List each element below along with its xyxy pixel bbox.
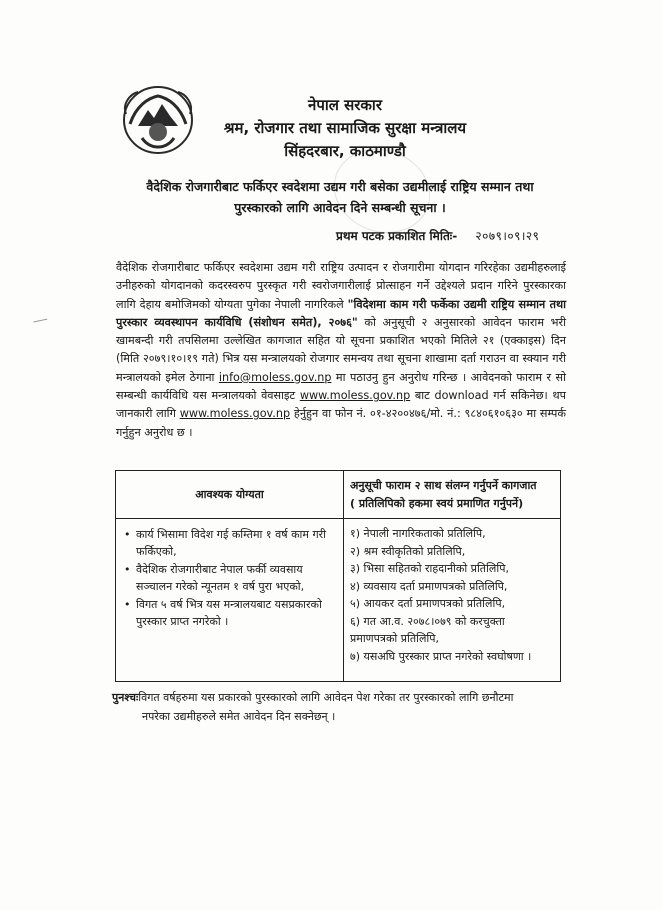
documents-header-line-1: अनुसूची फाराम २ साथ संलग्न गर्नुपर्ने कागजात [350, 478, 537, 492]
list-item: ३) भिसा सहितको राहदानीको प्रतिलिपि, [350, 562, 509, 576]
list-item: २) श्रम स्वीकृतिको प्रतिलिपि, [350, 544, 466, 558]
list-item: ७) यसअघि पुरस्कार प्राप्त नगरेको स्वघोषणा । [350, 649, 532, 663]
list-item: • विगत ५ वर्ष भित्र यस मन्त्रालयबाट यसप्रकारको पुरस्कार प्राप्त नगरेको । [136, 597, 337, 630]
website-link-2[interactable]: www.moless.gov.np [179, 407, 291, 421]
eligibility-header: आवश्यक योग्यता [116, 471, 344, 519]
published-label: प्रथम पटक प्रकाशित मितिः- [336, 229, 458, 243]
table-row [116, 519, 561, 682]
email-link[interactable]: info@moless.gov.np [218, 370, 332, 384]
subject-line-2: पुरस्कारको लागि आवेदन दिने सम्बन्धी सूचना । [234, 200, 446, 215]
list-item: ४) व्यवसाय दर्ता प्रमाणपत्रको प्रतिलिपि, [350, 579, 508, 593]
letterhead [200, 94, 490, 163]
body-part-1: वैदेशिक रोजगारीबाट फर्किएर स्वदेशमा उद्यम गरी राष्ट्रिय उत्पादन र रोजगारीमा योगदान गरिरहेका उद्यमीहरुलाई उनीहरुको योगदानको कदरस्वरुप पुरस्कृत गरी स्वरोजगारीलाई प्रोत्साहन गर्ने उद्देश्यले प्रदान गरिने पुरस्कारका लागि देहाय बमोजिमको योग्यता पुगेका नेपाली नागरिकले [116, 261, 566, 311]
subject-line-1: वैदेशिक रोजगारीबाट फर्किएर स्वदेशमा उद्यम गरी बसेका उद्यमीलाई राष्ट्रिय सम्मान तथा [146, 179, 534, 194]
body-part-5: हेर्नुहुन वा फोन नं. ०१-४२००४७६/मो. नं.: ९८४०६१०६३० मा सम्पर्क गर्नुहुन अनुरोध छ । [116, 407, 566, 439]
postscript-note [112, 688, 572, 726]
postscript-line-2: नपरेका उद्यमीहरुले समेत आवेदन दिन सक्नेछन् । [142, 710, 336, 723]
notice-subject [130, 176, 550, 218]
list-item: • वैदेशिक रोजगारीबाट नेपाल फर्की व्यवसाय सञ्चालन गरेको न्यूनतम १ वर्ष पुरा भएको, [136, 562, 337, 595]
requirements-table [115, 470, 561, 682]
government-name: नेपाल सरकार [308, 96, 382, 114]
nepal-government-emblem-icon [118, 80, 198, 158]
table-header-row [116, 471, 561, 519]
margin-mark [33, 319, 48, 329]
list-item: ६) गत आ.व. २०७८।०७९ को करचुक्ता प्रमाणपत्रको प्रतिलिपि, [350, 614, 505, 646]
documents-cell [344, 519, 561, 682]
ministry-address: सिंहदरबार, काठमाण्डौ [284, 142, 406, 160]
ministry-name: श्रम, रोजगार तथा सामाजिक सुरक्षा मन्त्रालय [223, 119, 467, 137]
guideline-title: "विदेशमा काम गरी फर्केका उद्यमी राष्ट्रिय सम्मान तथा पुरस्कार व्यवस्थापन कार्यविधि (संशोधन समेत), २०७६" [116, 297, 566, 329]
published-date-line [336, 227, 576, 244]
body-part-3: मा पठाउनु हुन अनुरोध गरिन्छ । आवेदनको फाराम र सो सम्बन्धी कार्यविधि यस मन्त्रालयको वेवसाइट [116, 370, 567, 403]
eligibility-cell [116, 519, 344, 682]
postscript-label: पुनश्चः [112, 691, 139, 704]
documents-header [344, 471, 561, 519]
published-date: २०७९।०९।२९ [475, 229, 540, 243]
eligibility-list [122, 527, 337, 630]
documents-header-line-2: ( प्रतिलिपिको हकमा स्वयं प्रमाणित गर्नुपर्ने) [350, 496, 524, 510]
postscript-line-1: विगत वर्षहरुमा यस प्रकारको पुरस्कारको लागि आवेदन पेश गरेका तर पुरस्कारको लागि छनौटमा [138, 691, 514, 704]
documents-list [350, 525, 554, 665]
list-item: • कार्य भिसामा विदेश गई कम्तिमा १ वर्ष काम गरी फर्किएको, [136, 527, 337, 560]
list-item: ५) आयकर दर्ता प्रमाणपत्रको प्रतिलिपि, [350, 597, 506, 611]
notice-body [116, 259, 566, 442]
list-item: १) नेपाली नागरिकताको प्रतिलिपि, [350, 527, 486, 541]
body-part-2: को अनुसूची २ अनुसारको आवेदन फाराम भरी खामबन्दी गरी तपसिलमा उल्लेखित कागजात सहित यो सूचना प्रकाशित भएको मितिले २१ (एक्काइस) दिन (मिति २०७९।१०।१९ गते) भित्र यस मन्त्रालयको रोजगार समन्वय तथा सूचना शाखामा दर्ता गराउन वा स्क्यान गरी मन्त्रालयको इमेल ठेगाना [116, 315, 566, 384]
body-part-4: बाट download गर्न सकिनेछ। थप जानकारी लागि [116, 389, 566, 421]
website-link-1[interactable]: www.moless.gov.np [299, 389, 411, 403]
